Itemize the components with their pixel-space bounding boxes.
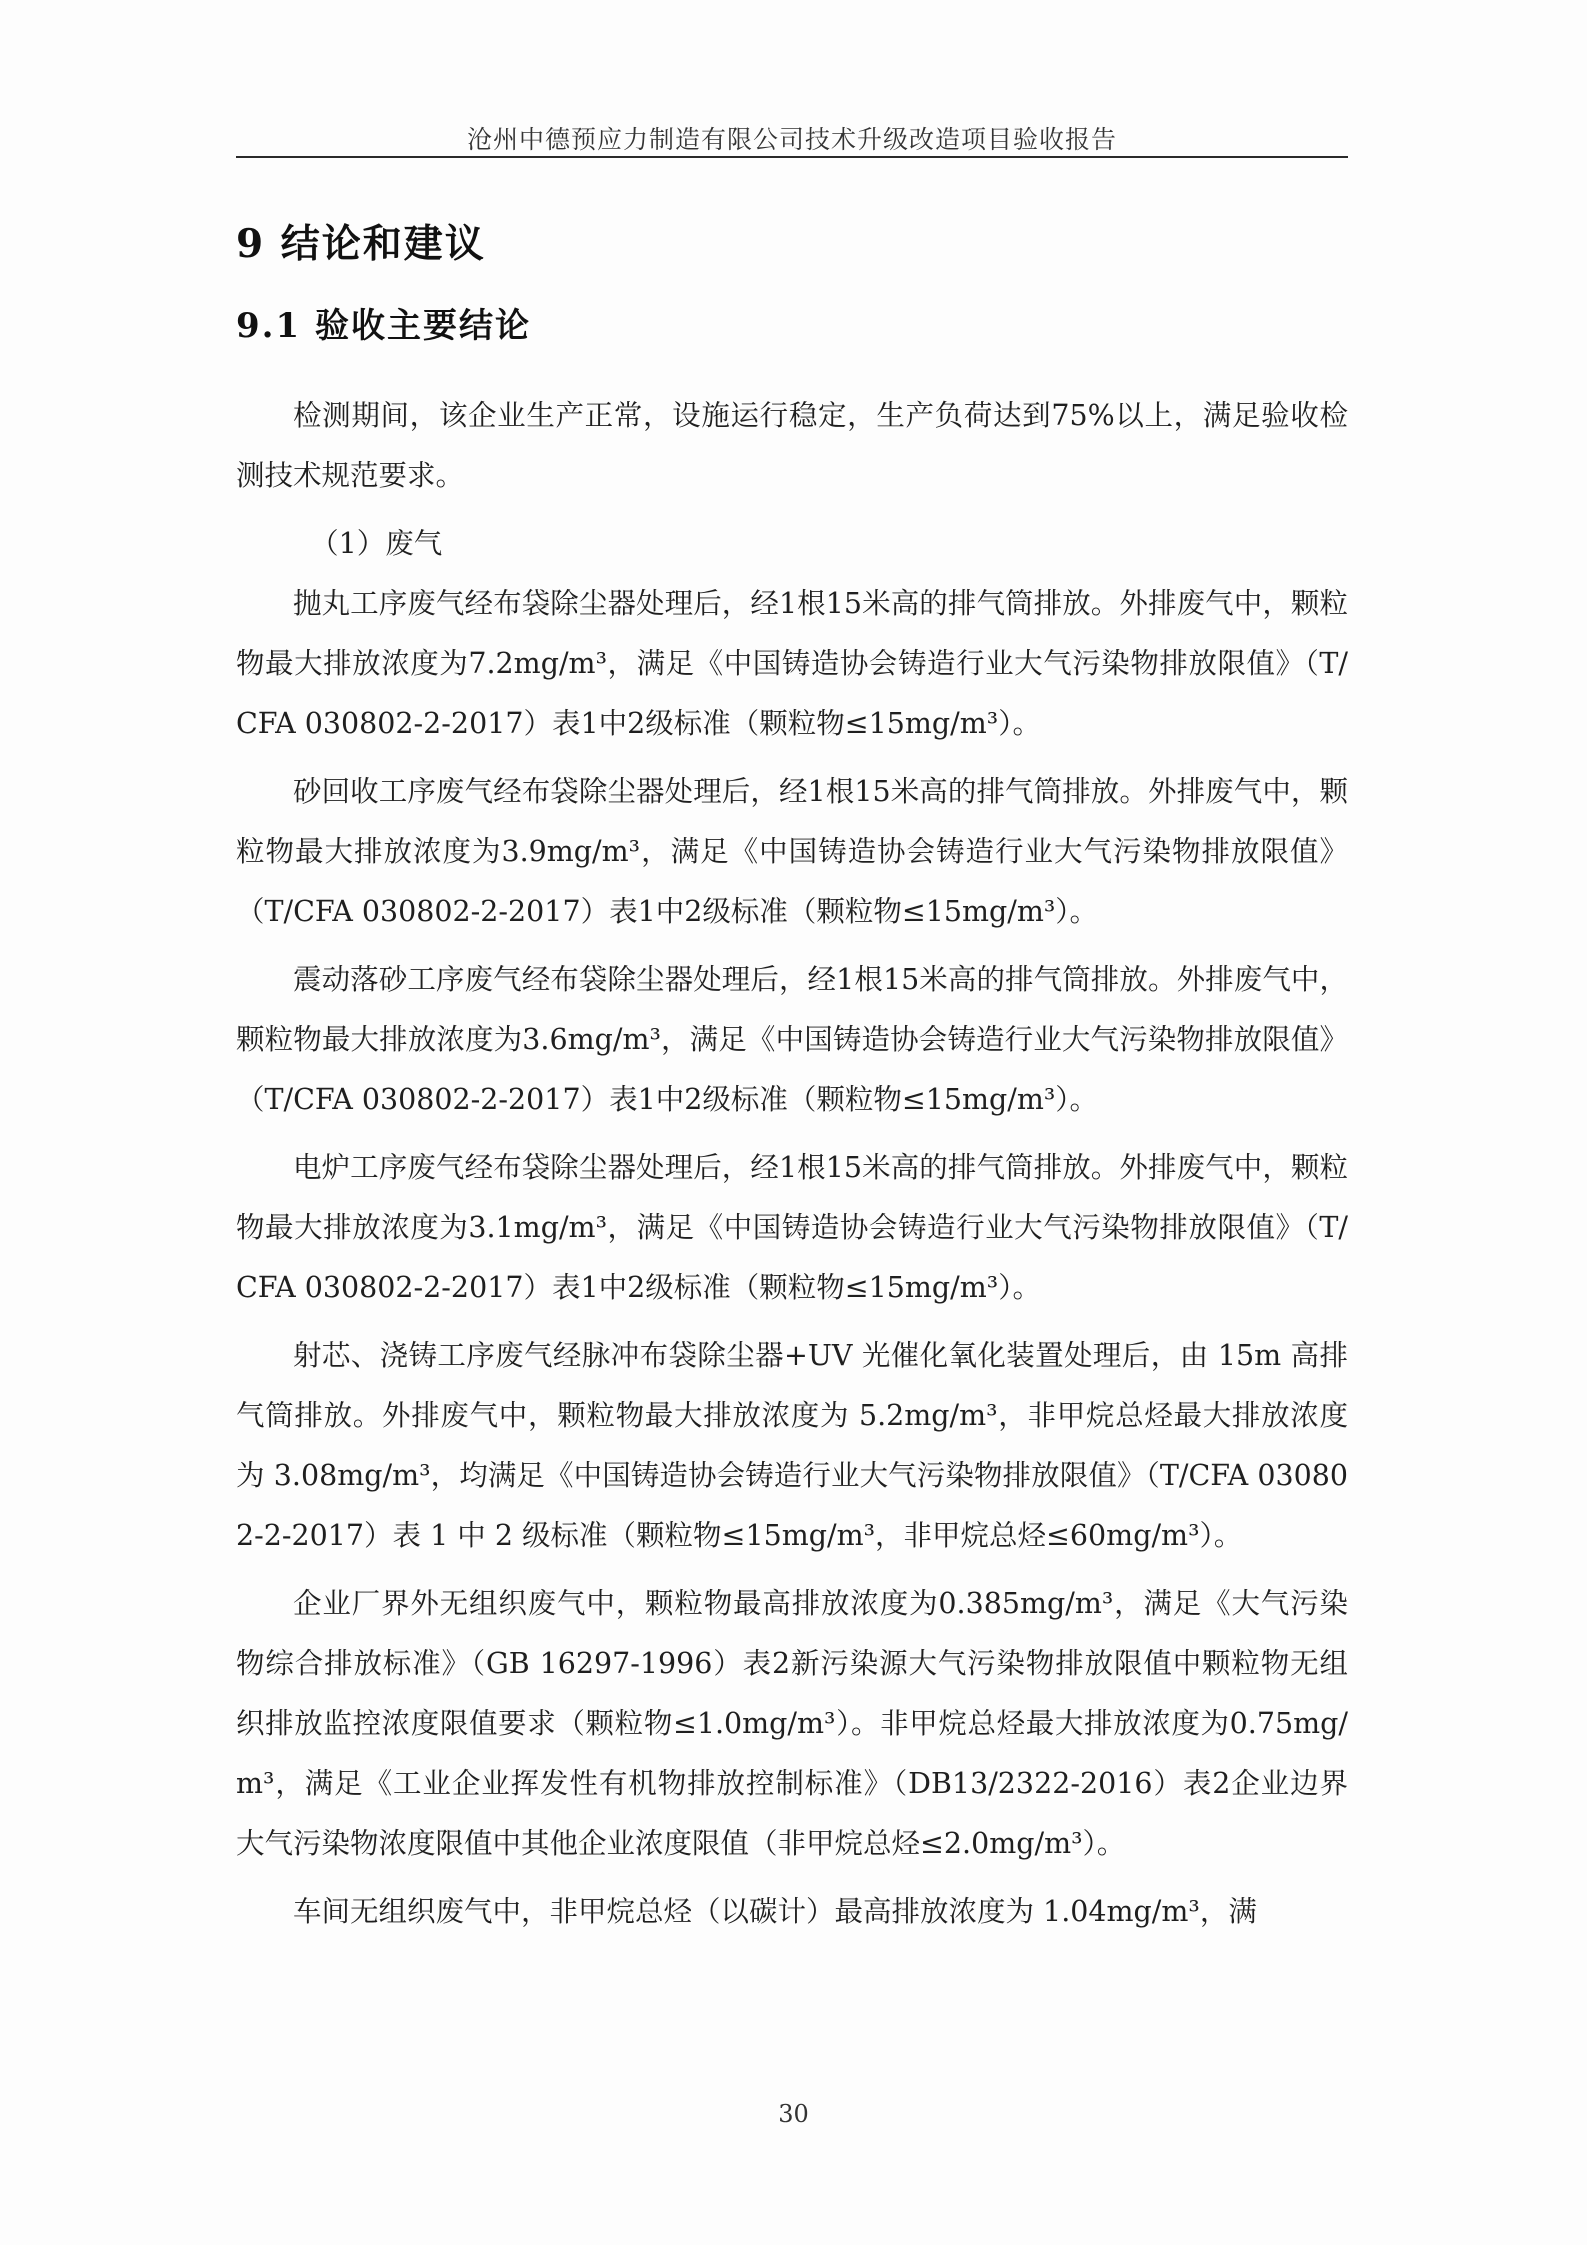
page-number: 30 bbox=[778, 2100, 809, 2128]
paragraph-sand-recovery: 砂回收工序废气经布袋除尘器处理后，经1根15米高的排气筒排放。外排废气中，颗粒物最大排放浓度为3.9mg/m³，满足《中国铸造协会铸造行业大气污染物排放限值》（T/CFA 030802-2-2017）表1中2级标准（颗粒物≤15mg/m³）。 bbox=[236, 775, 1348, 928]
running-header: 沧州中德预应力制造有限公司技术升级改造项目验收报告 bbox=[466, 125, 1117, 154]
subsection-heading: 9.1 验收主要结论 bbox=[236, 306, 531, 346]
paragraph-core-pouring: 射芯、浇铸工序废气经脉冲布袋除尘器+UV 光催化氧化装置处理后，由 15m 高排气筒排放。外排废气中，颗粒物最大排放浓度为 5.2mg/m³，非甲烷总烃最大排放浓度为 3.08mg/m³，均满足《中国铸造协会铸造行业大气污染物排放限值》（T/CFA 030802-2-2017）表 1 中 2 级标准（颗粒物≤15mg/m³，非甲烷总烃≤60mg/m³）。 bbox=[236, 1339, 1348, 1552]
paragraph-shot-blast: 抛丸工序废气经布袋除尘器处理后，经1根15米高的排气筒排放。外排废气中，颗粒物最大排放浓度为7.2mg/m³，满足《中国铸造协会铸造行业大气污染物排放限值》（T/CFA 030802-2-2017）表1中2级标准（颗粒物≤15mg/m³）。 bbox=[236, 587, 1348, 740]
paragraph-workshop-fugitive: 车间无组织废气中，非甲烷总烃（以碳计）最高排放浓度为 1.04mg/m³，满 bbox=[293, 1895, 1257, 1928]
paragraph-exhaust-label: （1）废气 bbox=[310, 527, 443, 560]
section-heading: 9 结论和建议 bbox=[236, 221, 486, 267]
body-text bbox=[236, 386, 1348, 1950]
paragraph-vibration-shakeout: 震动落砂工序废气经布袋除尘器处理后，经1根15米高的排气筒排放。外排废气中，颗粒物最大排放浓度为3.6mg/m³，满足《中国铸造协会铸造行业大气污染物排放限值》（T/CFA 030802-2-2017）表1中2级标准（颗粒物≤15mg/m³）。 bbox=[236, 963, 1348, 1116]
header-rule bbox=[236, 156, 1348, 158]
paragraph-electric-furnace: 电炉工序废气经布袋除尘器处理后，经1根15米高的排气筒排放。外排废气中，颗粒物最大排放浓度为3.1mg/m³，满足《中国铸造协会铸造行业大气污染物排放限值》（T/CFA 030802-2-2017）表1中2级标准（颗粒物≤15mg/m³）。 bbox=[236, 1151, 1348, 1304]
paragraph-fugitive-boundary: 企业厂界外无组织废气中，颗粒物最高排放浓度为0.385mg/m³，满足《大气污染物综合排放标准》（GB 16297-1996）表2新污染源大气污染物排放限值中颗粒物无组织排放监控浓度限值要求（颗粒物≤1.0mg/m³）。非甲烷总烃最大排放浓度为0.75mg/m³，满足《工业企业挥发性有机物排放控制标准》（DB13/2322-2016）表2企业边界大气污染物浓度限值中其他企业浓度限值（非甲烷总烃≤2.0mg/m³）。 bbox=[236, 1587, 1348, 1860]
paragraph-intro: 检测期间，该企业生产正常，设施运行稳定，生产负荷达到75%以上，满足验收检测技术规范要求。 bbox=[236, 399, 1348, 492]
